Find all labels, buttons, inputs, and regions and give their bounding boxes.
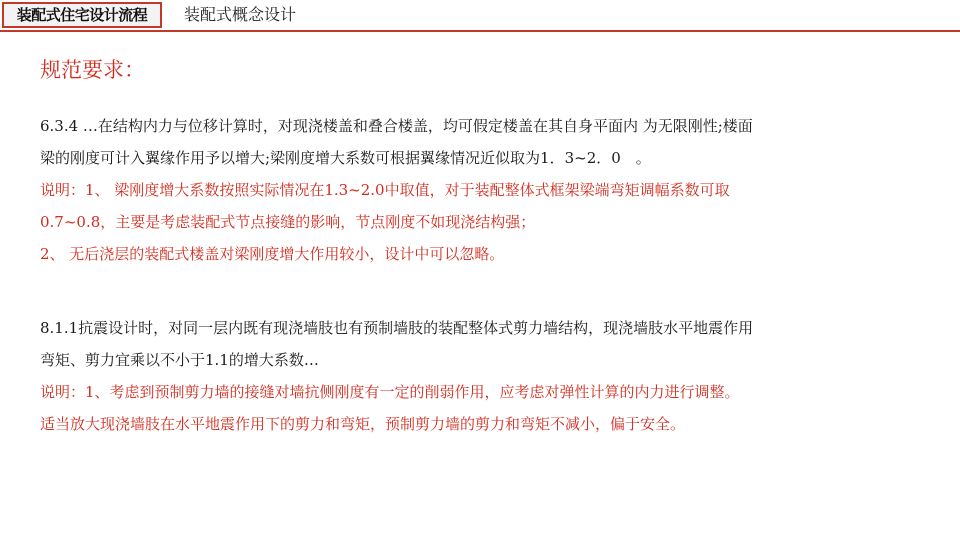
clause-2-note: 适当放大现浇墙肢在水平地震作用下的剪力和弯矩，预制剪力墙的剪力和弯矩不减小，偏于安全。	[40, 415, 686, 433]
content-body	[40, 110, 930, 440]
clause-1-note: 2、 无后浇层的装配式楼盖对梁刚度增大作用较小，设计中可以忽略。	[40, 245, 505, 263]
section-heading: 规范要求：	[40, 58, 145, 82]
clause-2-note: 说明：1、考虑到预制剪力墙的接缝对墙抗侧刚度有一定的削弱作用，应考虑对弹性计算的内力进行调整。	[40, 383, 740, 401]
paragraph-gap	[40, 270, 930, 312]
header-tab-label: 装配式住宅设计流程	[2, 2, 162, 28]
slide-header	[0, 0, 960, 32]
clause-1-note: 0.7~0.8，主要是考虑装配式节点接缝的影响，节点刚度不如现浇结构强；	[40, 213, 536, 231]
clause-1-note: 说明：1、 梁刚度增大系数按照实际情况在1.3~2.0中取值，对于装配整体式框架梁端弯矩调幅系数可取	[40, 181, 730, 199]
header-divider	[0, 30, 960, 32]
header-subtitle: 装配式概念设计	[184, 5, 297, 24]
clause-1-line: 6.3.4 …在结构内力与位移计算时，对现浇楼盖和叠合楼盖，均可假定楼盖在其自身平面内 为无限刚性;楼面	[40, 117, 753, 135]
clause-1-line: 梁的刚度可计入翼缘作用予以增大;梁刚度增大系数可根据翼缘情况近似取为1．3~2．0 。	[40, 149, 651, 167]
clause-2-line: 8.1.1抗震设计时，对同一层内既有现浇墙肢也有预制墙肢的装配整体式剪力墙结构，现浇墙肢水平地震作用	[40, 319, 754, 337]
clause-2-line: 弯矩、剪力宜乘以不小于1.1的增大系数…	[40, 351, 319, 369]
